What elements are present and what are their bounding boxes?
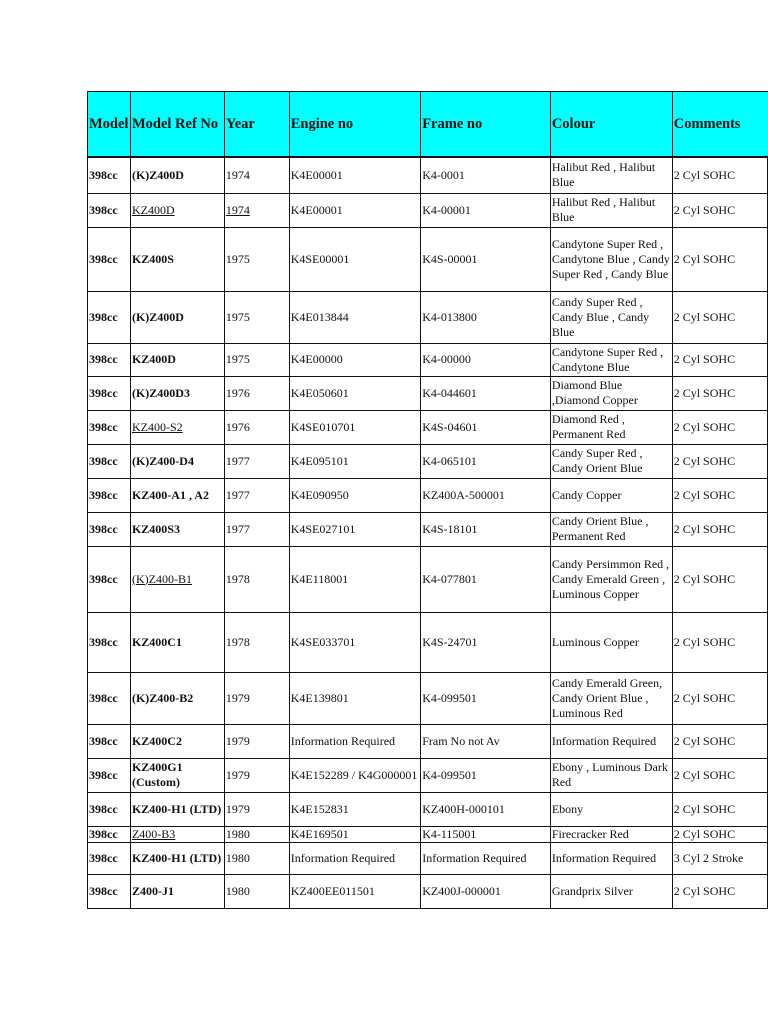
- comments-cell: 2 Cyl SOHC: [672, 376, 767, 410]
- engine-no-cell: K4SE033701: [289, 612, 420, 672]
- year-cell: 1979: [224, 672, 289, 724]
- model-cell: 398cc: [88, 792, 131, 826]
- model-ref-cell: KZ400D: [130, 193, 224, 227]
- colour-cell: Candy Super Red , Candy Orient Blue: [550, 444, 672, 478]
- model-cell: 398cc: [88, 546, 131, 612]
- colour-cell: Candytone Super Red , Candytone Blue , Candy Super Red , Candy Blue: [550, 227, 672, 291]
- colour-cell: Halibut Red , Halibut Blue: [550, 157, 672, 193]
- model-ref-cell: (K)Z400D: [130, 157, 224, 193]
- comments-cell: 2 Cyl SOHC: [672, 612, 767, 672]
- frame-no-cell: K4S-18101: [421, 512, 551, 546]
- model-cell: 398cc: [88, 672, 131, 724]
- year-cell: 1979: [224, 758, 289, 792]
- comments-cell: 2 Cyl SOHC: [672, 826, 767, 842]
- header-model-ref-no: Model Ref No: [130, 92, 224, 158]
- year-cell: 1976: [224, 410, 289, 444]
- header-comments: Comments: [672, 92, 767, 158]
- year-cell: 1977: [224, 512, 289, 546]
- frame-no-cell: KZ400H-000101: [421, 792, 551, 826]
- frame-no-cell: K4-044601: [421, 376, 551, 410]
- colour-cell: Diamond Red , Permanent Red: [550, 410, 672, 444]
- comments-cell: 2 Cyl SOHC: [672, 672, 767, 724]
- model-ref-cell: KZ400-S2: [130, 410, 224, 444]
- table-row: [88, 512, 768, 546]
- model-ref-cell: KZ400G1 (Custom): [130, 758, 224, 792]
- frame-no-cell: K4-00000: [421, 343, 551, 376]
- engine-no-cell: K4E00000: [289, 343, 420, 376]
- comments-cell: 2 Cyl SOHC: [672, 478, 767, 512]
- model-ref-cell: KZ400-A1 , A2: [130, 478, 224, 512]
- frame-no-cell: KZ400J-000001: [421, 874, 551, 908]
- frame-no-cell: Fram No not Av: [421, 724, 551, 758]
- table-row: [88, 157, 768, 193]
- year-cell: 1979: [224, 792, 289, 826]
- colour-cell: Information Required: [550, 724, 672, 758]
- table-row: [88, 227, 768, 291]
- frame-no-cell: K4-00001: [421, 193, 551, 227]
- table-row: [88, 478, 768, 512]
- comments-cell: 2 Cyl SOHC: [672, 291, 767, 343]
- frame-no-cell: K4-013800: [421, 291, 551, 343]
- engine-no-cell: K4E169501: [289, 826, 420, 842]
- engine-no-cell: K4SE010701: [289, 410, 420, 444]
- model-cell: 398cc: [88, 612, 131, 672]
- frame-no-cell: K4S-24701: [421, 612, 551, 672]
- colour-cell: Candy Orient Blue , Permanent Red: [550, 512, 672, 546]
- table-row: [88, 410, 768, 444]
- year-cell: 1975: [224, 291, 289, 343]
- header-frame-no: Frame no: [421, 92, 551, 158]
- engine-no-cell: Information Required: [289, 842, 420, 874]
- model-cell: 398cc: [88, 410, 131, 444]
- colour-cell: Ebony: [550, 792, 672, 826]
- model-cell: 398cc: [88, 193, 131, 227]
- table-row: [88, 612, 768, 672]
- comments-cell: 2 Cyl SOHC: [672, 758, 767, 792]
- colour-cell: Candy Copper: [550, 478, 672, 512]
- table-row: [88, 842, 768, 874]
- year-cell: 1975: [224, 227, 289, 291]
- table-row: [88, 672, 768, 724]
- model-cell: 398cc: [88, 157, 131, 193]
- colour-cell: Candytone Super Red , Candytone Blue: [550, 343, 672, 376]
- model-ref-cell: KZ400-H1 (LTD): [130, 792, 224, 826]
- year-cell: 1979: [224, 724, 289, 758]
- year-cell: 1980: [224, 842, 289, 874]
- colour-cell: Ebony , Luminous Dark Red: [550, 758, 672, 792]
- comments-cell: 3 Cyl 2 Stroke: [672, 842, 767, 874]
- engine-no-cell: K4E139801: [289, 672, 420, 724]
- model-ref-cell: Z400-B3: [130, 826, 224, 842]
- colour-cell: Firecracker Red: [550, 826, 672, 842]
- model-cell: 398cc: [88, 874, 131, 908]
- model-cell: 398cc: [88, 227, 131, 291]
- year-cell: 1977: [224, 478, 289, 512]
- model-cell: 398cc: [88, 291, 131, 343]
- comments-cell: 2 Cyl SOHC: [672, 512, 767, 546]
- frame-no-cell: K4-099501: [421, 672, 551, 724]
- table-row: [88, 376, 768, 410]
- engine-no-cell: K4E090950: [289, 478, 420, 512]
- table-row: [88, 444, 768, 478]
- colour-cell: Luminous Copper: [550, 612, 672, 672]
- header-year: Year: [224, 92, 289, 158]
- engine-no-cell: K4E013844: [289, 291, 420, 343]
- colour-cell: Candy Emerald Green, Candy Orient Blue , Luminous Red: [550, 672, 672, 724]
- model-cell: 398cc: [88, 376, 131, 410]
- model-ref-cell: KZ400D: [130, 343, 224, 376]
- model-ref-cell: KZ400S3: [130, 512, 224, 546]
- table-row: [88, 792, 768, 826]
- engine-no-cell: Information Required: [289, 724, 420, 758]
- comments-cell: 2 Cyl SOHC: [672, 724, 767, 758]
- engine-no-cell: KZ400EE011501: [289, 874, 420, 908]
- frame-no-cell: K4-077801: [421, 546, 551, 612]
- frame-no-cell: KZ400A-500001: [421, 478, 551, 512]
- model-cell: 398cc: [88, 826, 131, 842]
- model-ref-cell: KZ400C2: [130, 724, 224, 758]
- colour-cell: Diamond Blue ,Diamond Copper: [550, 376, 672, 410]
- year-cell: 1977: [224, 444, 289, 478]
- model-ref-cell: (K)Z400-B2: [130, 672, 224, 724]
- year-cell: 1974: [224, 193, 289, 227]
- table-row: [88, 291, 768, 343]
- comments-cell: 2 Cyl SOHC: [672, 410, 767, 444]
- comments-cell: 2 Cyl SOHC: [672, 227, 767, 291]
- engine-no-cell: K4E152831: [289, 792, 420, 826]
- frame-no-cell: K4S-04601: [421, 410, 551, 444]
- table-row: [88, 874, 768, 908]
- table-row: [88, 343, 768, 376]
- comments-cell: 2 Cyl SOHC: [672, 157, 767, 193]
- colour-cell: Information Required: [550, 842, 672, 874]
- frame-no-cell: Information Required: [421, 842, 551, 874]
- engine-no-cell: K4E118001: [289, 546, 420, 612]
- model-ref-cell: Z400-J1: [130, 874, 224, 908]
- comments-cell: 2 Cyl SOHC: [672, 792, 767, 826]
- year-cell: 1980: [224, 826, 289, 842]
- model-cell: 398cc: [88, 478, 131, 512]
- model-ref-cell: (K)Z400D: [130, 291, 224, 343]
- engine-no-cell: K4E095101: [289, 444, 420, 478]
- engine-no-cell: K4E00001: [289, 193, 420, 227]
- table-row: [88, 758, 768, 792]
- year-cell: 1975: [224, 343, 289, 376]
- comments-cell: 2 Cyl SOHC: [672, 343, 767, 376]
- colour-cell: Candy Persimmon Red , Candy Emerald Green , Luminous Copper: [550, 546, 672, 612]
- frame-no-cell: K4-099501: [421, 758, 551, 792]
- frame-no-cell: K4-065101: [421, 444, 551, 478]
- model-ref-cell: (K)Z400-D4: [130, 444, 224, 478]
- model-cell: 398cc: [88, 724, 131, 758]
- model-ref-cell: (K)Z400D3: [130, 376, 224, 410]
- year-cell: 1974: [224, 157, 289, 193]
- engine-no-cell: K4E050601: [289, 376, 420, 410]
- frame-no-cell: K4-0001: [421, 157, 551, 193]
- comments-cell: 2 Cyl SOHC: [672, 546, 767, 612]
- year-cell: 1980: [224, 874, 289, 908]
- model-cell: 398cc: [88, 842, 131, 874]
- table-row: [88, 193, 768, 227]
- engine-no-cell: K4SE027101: [289, 512, 420, 546]
- frame-no-cell: K4-115001: [421, 826, 551, 842]
- engine-no-cell: K4E00001: [289, 157, 420, 193]
- frame-no-cell: K4S-00001: [421, 227, 551, 291]
- header-row: [88, 92, 768, 158]
- model-cell: 398cc: [88, 444, 131, 478]
- kawasaki-z400-model-table: [87, 91, 768, 909]
- colour-cell: Grandprix Silver: [550, 874, 672, 908]
- table-row: [88, 546, 768, 612]
- comments-cell: 2 Cyl SOHC: [672, 444, 767, 478]
- comments-cell: 2 Cyl SOHC: [672, 874, 767, 908]
- comments-cell: 2 Cyl SOHC: [672, 193, 767, 227]
- model-ref-cell: KZ400S: [130, 227, 224, 291]
- model-ref-cell: KZ400-H1 (LTD): [130, 842, 224, 874]
- year-cell: 1978: [224, 546, 289, 612]
- model-ref-cell: KZ400C1: [130, 612, 224, 672]
- model-cell: 398cc: [88, 512, 131, 546]
- table-row: [88, 826, 768, 842]
- engine-no-cell: K4SE00001: [289, 227, 420, 291]
- header-colour: Colour: [550, 92, 672, 158]
- header-model: Model: [88, 92, 131, 158]
- model-ref-cell: (K)Z400-B1: [130, 546, 224, 612]
- model-cell: 398cc: [88, 758, 131, 792]
- header-engine-no: Engine no: [289, 92, 420, 158]
- colour-cell: Candy Super Red , Candy Blue , Candy Blue: [550, 291, 672, 343]
- colour-cell: Halibut Red , Halibut Blue: [550, 193, 672, 227]
- year-cell: 1978: [224, 612, 289, 672]
- table-row: [88, 724, 768, 758]
- model-cell: 398cc: [88, 343, 131, 376]
- engine-no-cell: K4E152289 / K4G000001: [289, 758, 420, 792]
- year-cell: 1976: [224, 376, 289, 410]
